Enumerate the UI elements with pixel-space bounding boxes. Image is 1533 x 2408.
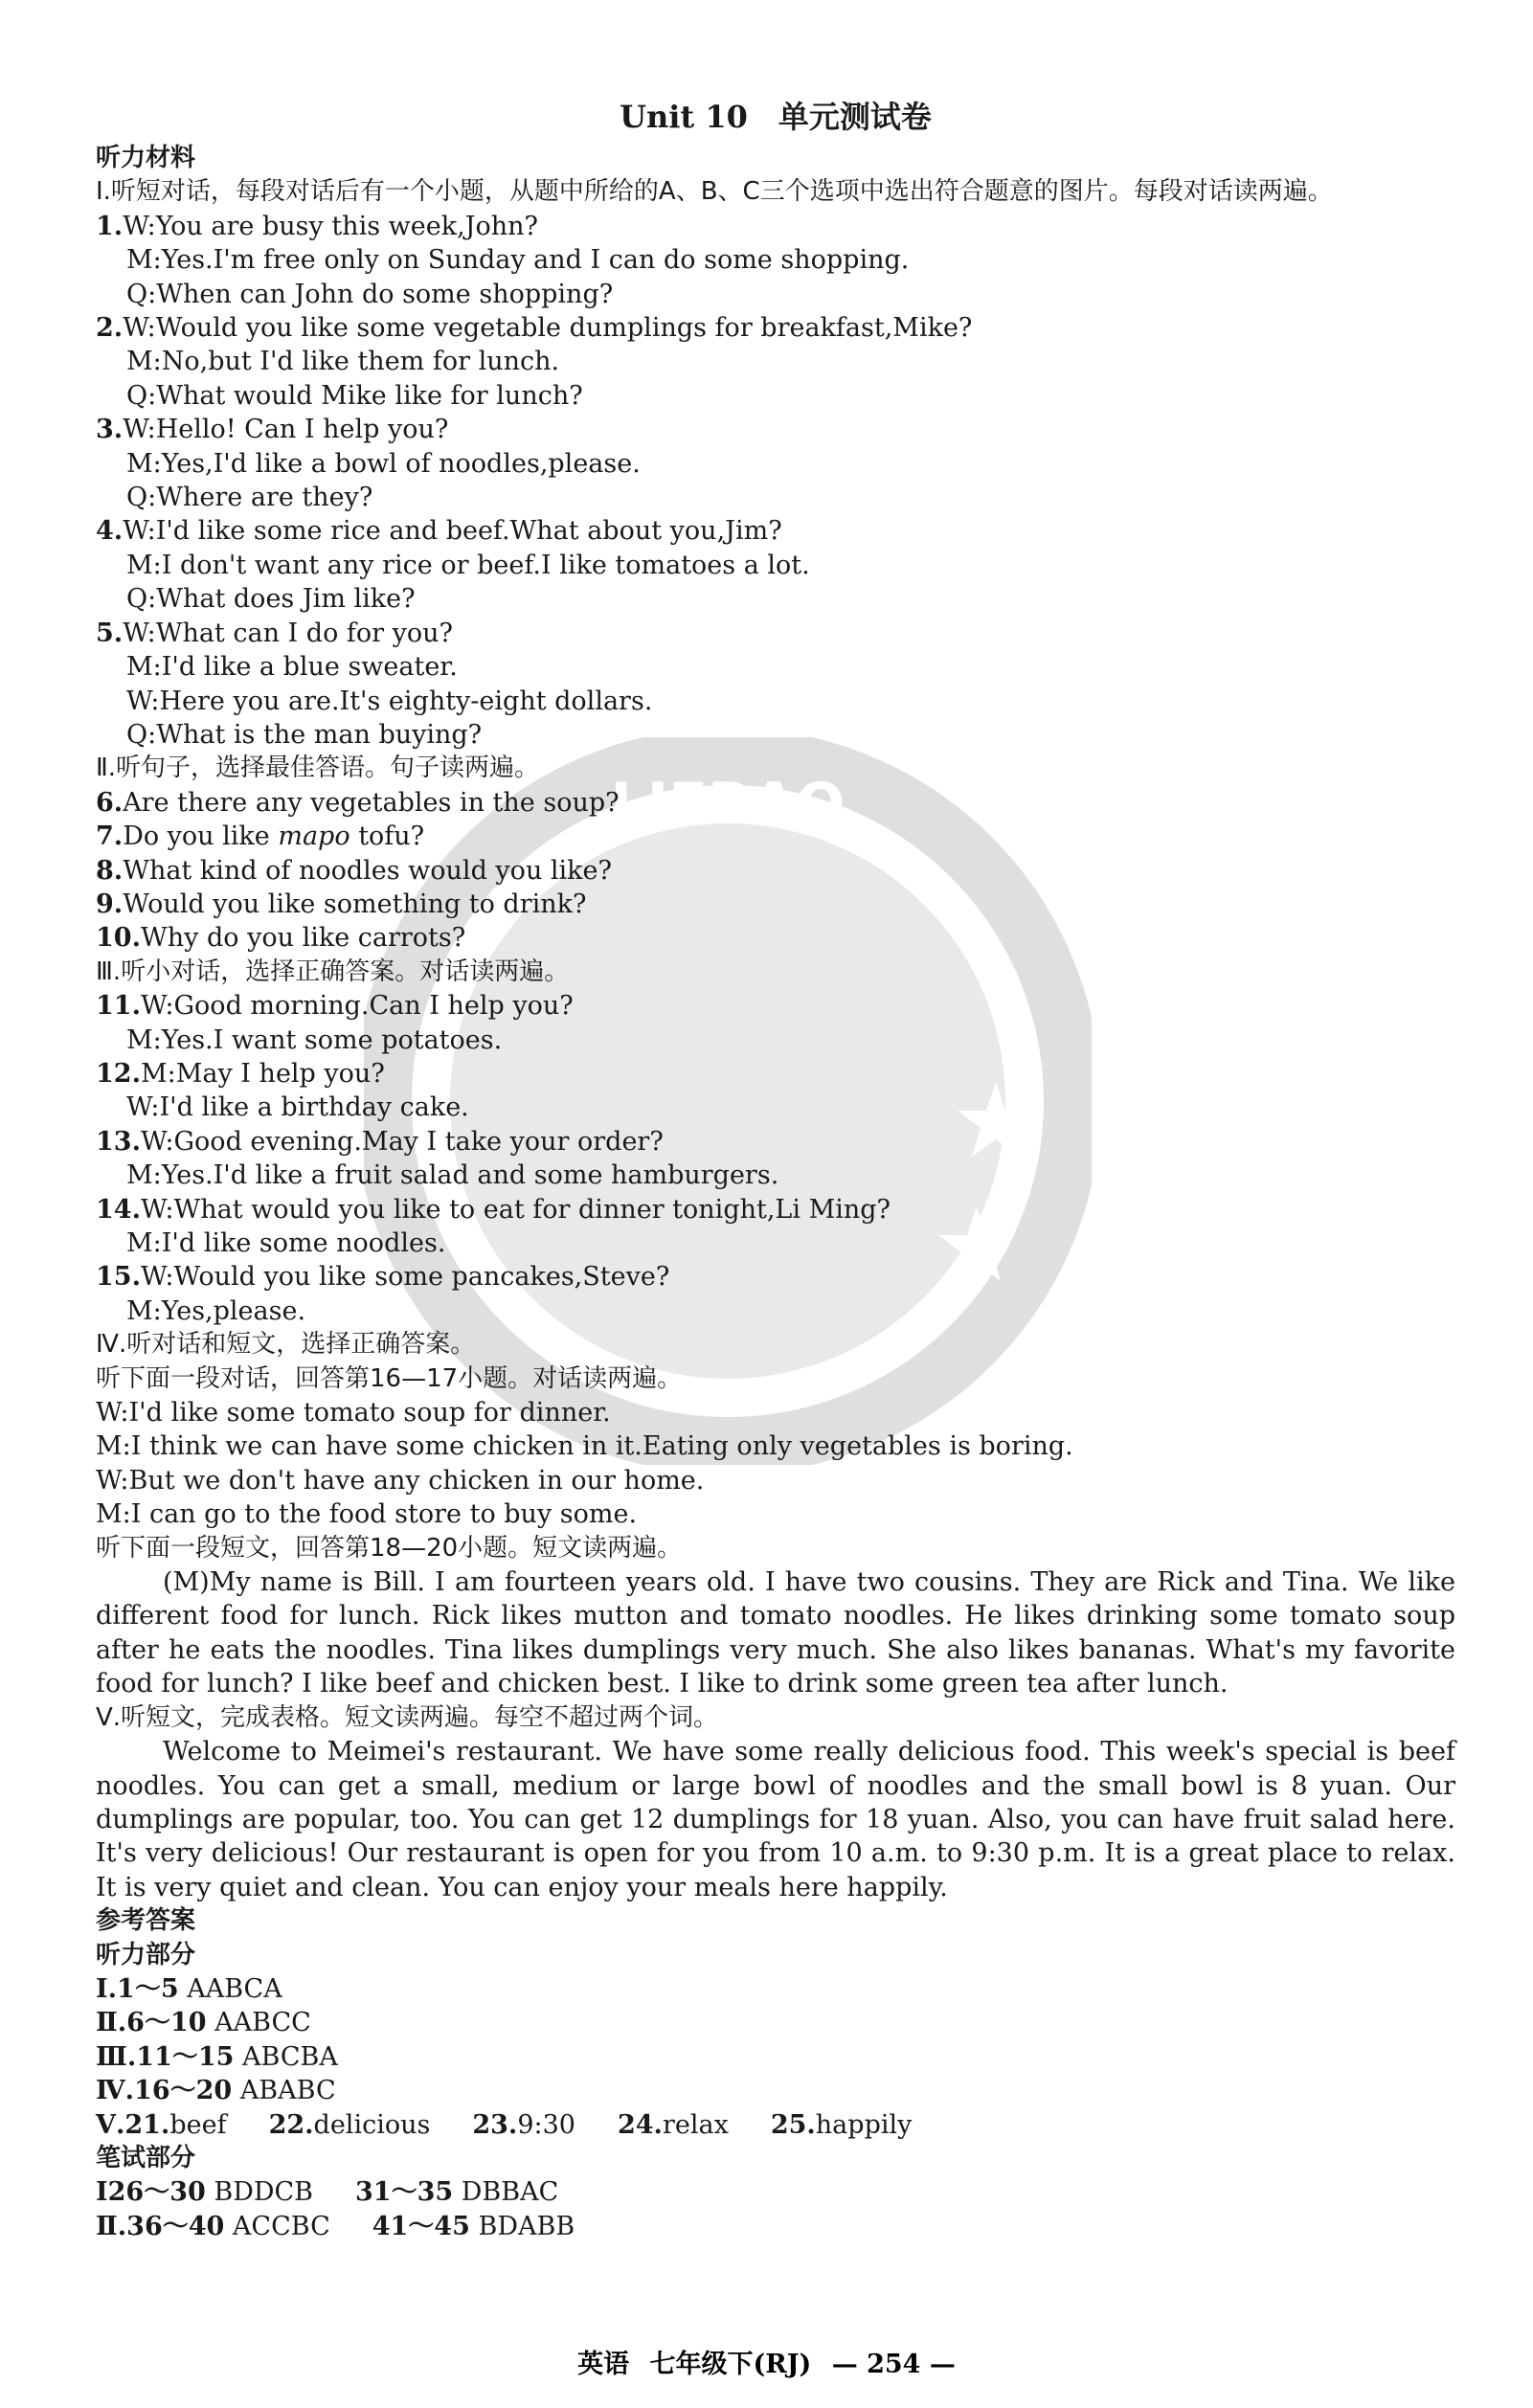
- dialogue-11-a: 11.W:Good morning.Can I help you?: [96, 991, 574, 1022]
- passage-restaurant: Welcome to Meimei's restaurant. We have some really delicious food. This week's special is beef noodles. You can get a small, medium or large bowl of noodles and the small bowl is 8 yuan. Our dumplings are popular, too. You can get 12 dumplings for 18 yuan. Also, you can have fruit salad here. It's very delicious! Our restaurant is open for you from 10 a.m. to 9:30 p.m. It is a great place to relax. It is very quiet and clean. You can enjoy your meals here happily.: [96, 1737, 1455, 1902]
- footer-page-number: — 254 —: [831, 2350, 956, 2379]
- dialogue-5-m: M:I'd like a blue sweater.: [126, 652, 458, 683]
- section-4a-instructions: 听下面一段对话，回答第16—17小题。对话读两遍。: [96, 1363, 683, 1393]
- dialogue-12-a: 12.M:May I help you?: [96, 1058, 385, 1089]
- dialogue-13-b: M:Yes.I'd like a fruit salad and some hamburgers.: [126, 1160, 779, 1191]
- section-2-instructions: Ⅱ.听句子，选择最佳答语。句子读两遍。: [96, 754, 540, 783]
- dialogue-2-m: M:No,but I'd like them for lunch.: [126, 347, 560, 377]
- dialogue-1-m: M:Yes.I'm free only on Sunday and I can do some shopping.: [126, 245, 910, 276]
- answer-row-2: Ⅱ.6～10 AABCC: [96, 2008, 311, 2038]
- listening-part-heading: 听力部分: [96, 1940, 196, 1969]
- dialogue-2-w: 2.W:Would you like some vegetable dumplings for breakfast,Mike?: [96, 313, 973, 344]
- document-page: [96, 94, 1455, 2243]
- answer-row-5: Ⅴ.21.beef 22.delicious 23.9:30 24.relax 25.happily: [96, 2109, 913, 2140]
- conversation-line-1: W:I'd like some tomato soup for dinner.: [96, 1398, 611, 1429]
- answers-heading: 参考答案: [96, 1906, 196, 1936]
- footer-grade: 七年级下(RJ): [649, 2350, 812, 2379]
- dialogue-1-w: 1.W:You are busy this week,John?: [96, 211, 538, 241]
- sentence-10: 10.Why do you like carrots?: [96, 923, 466, 954]
- answer-row-4: Ⅳ.16～20 ABABC: [96, 2076, 336, 2106]
- dialogue-15-b: M:Yes,please.: [126, 1295, 306, 1326]
- dialogue-1-q: Q:When can John do some shopping?: [126, 279, 614, 309]
- sentence-9: 9.Would you like something to drink?: [96, 889, 587, 919]
- listening-heading: 听力材料: [96, 144, 196, 172]
- dialogue-14-a: 14.W:What would you like to eat for dinner tonight,Li Ming?: [96, 1194, 890, 1225]
- dialogue-15-a: 15.W:Would you like some pancakes,Steve?: [96, 1262, 670, 1293]
- sentence-7: 7.Do you like mapo tofu?: [96, 821, 425, 852]
- dialogue-11-b: M:Yes.I want some potatoes.: [126, 1024, 503, 1055]
- passage-bill: (M)My name is Bill. I am fourteen years old. I have two cousins. They are Rick and Tina. We like different food for lunch. Rick likes mutton and tomato noodles. He likes drinking some tomato soup after he eats the noodles. Tina likes dumplings very much. She also likes bananas. What's my favorite food for lunch? I like beef and chicken best. I like to drink some green tea after lunch.: [96, 1567, 1455, 1699]
- footer-subject: 英语: [577, 2350, 630, 2379]
- answer-row-1: Ⅰ.1～5 AABCA: [96, 1973, 282, 2004]
- dialogue-13-a: 13.W:Good evening.May I take your order?: [96, 1126, 664, 1157]
- conversation-line-4: M:I can go to the food store to buy some.: [96, 1499, 638, 1530]
- conversation-line-3: W:But we don't have any chicken in our home.: [96, 1465, 705, 1496]
- dialogue-4-w: 4.W:I'd like some rice and beef.What about you,Jim?: [96, 516, 782, 547]
- dialogue-14-b: M:I'd like some noodles.: [126, 1228, 446, 1258]
- dialogue-4-q: Q:What does Jim like?: [126, 584, 416, 615]
- section-4b-instructions: 听下面一段短文，回答第18—20小题。短文读两遍。: [96, 1533, 683, 1563]
- writing-answer-row-1: Ⅰ26～30 BDDCB 31～35 DBBAC: [96, 2177, 559, 2208]
- dialogue-3-q: Q:Where are they?: [126, 483, 373, 513]
- dialogue-3-w: 3.W:Hello! Can I help you?: [96, 415, 449, 445]
- dialogue-2-q: Q:What would Mike like for lunch?: [126, 380, 583, 411]
- page-title: Unit 10 单元测试卷: [620, 99, 932, 135]
- dialogue-12-b: W:I'd like a birthday cake.: [126, 1092, 469, 1123]
- watermark-text: LIEBAO: [610, 771, 845, 838]
- dialogue-5-q: Q:What is the man buying?: [126, 719, 483, 750]
- page-footer: [0, 2343, 1533, 2380]
- conversation-line-2: M:I think we can have some chicken in it.Eating only vegetables is boring.: [96, 1431, 1073, 1462]
- dialogue-5-w2: W:Here you are.It's eighty-eight dollars.: [126, 686, 653, 716]
- dialogue-4-m: M:I don't want any rice or beef.I like tomatoes a lot.: [126, 550, 810, 580]
- writing-part-heading: 笔试部分: [96, 2143, 196, 2172]
- answer-row-3: Ⅲ.11～15 ABCBA: [96, 2041, 338, 2072]
- sentence-6: 6.Are there any vegetables in the soup?: [96, 787, 620, 818]
- section-1-instructions: Ⅰ.听短对话，每段对话后有一个小题，从题中所给的A、B、C三个选项中选出符合题意的图片。每段对话读两遍。: [96, 177, 1333, 207]
- dialogue-5-w: 5.W:What can I do for you?: [96, 618, 454, 648]
- section-3-instructions: Ⅲ.听小对话，选择正确答案。对话读两遍。: [96, 956, 570, 986]
- writing-answer-row-2: Ⅱ.36～40 ACCBC 41～45 BDABB: [96, 2211, 575, 2241]
- section-4-instructions: Ⅳ.听对话和短文，选择正确答案。: [96, 1330, 476, 1360]
- section-5-instructions: Ⅴ.听短文，完成表格。短文读两遍。每空不超过两个词。: [96, 1702, 719, 1732]
- sentence-8: 8.What kind of noodles would you like?: [96, 855, 612, 886]
- dialogue-3-m: M:Yes,I'd like a bowl of noodles,please.: [126, 448, 641, 479]
